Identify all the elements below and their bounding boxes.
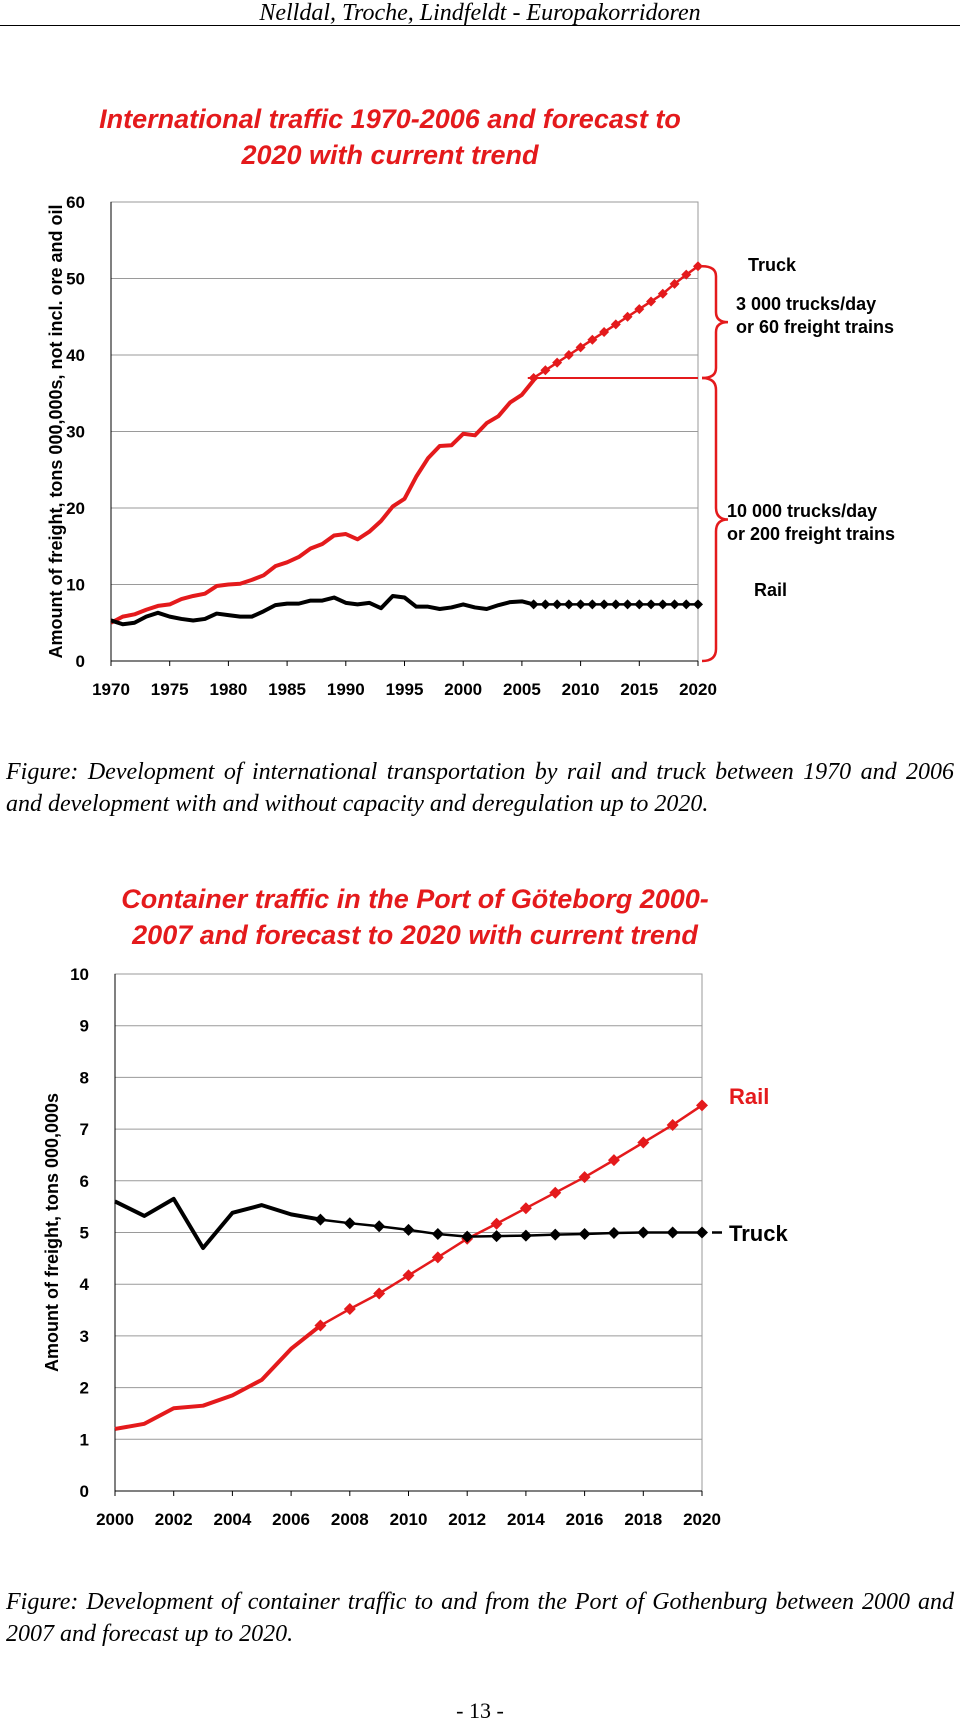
caption-international-traffic: Figure: Development of international transportation by rail and truck between 1970 and 2006 and development with and without capacity and deregulation up to 2020.: [6, 759, 954, 817]
forecast-marker: [646, 599, 656, 609]
chart-svg: [0, 870, 960, 1550]
y-tick-label: 8: [79, 1068, 89, 1088]
x-tick-label: 2012: [448, 1510, 487, 1529]
truck-bracket: [702, 266, 728, 378]
page-number: - 13 -: [456, 1698, 504, 1723]
x-tick-label: 2020: [679, 680, 717, 699]
series-legend-label: Rail: [729, 1084, 770, 1109]
forecast-marker: [637, 1137, 649, 1149]
x-tick-label: 2000: [444, 680, 483, 699]
forecast-marker: [373, 1288, 385, 1300]
chart-title-line: 2007 and forecast to 2020 with current trend: [132, 920, 698, 950]
forecast-marker: [491, 1218, 503, 1230]
forecast-marker: [432, 1251, 444, 1263]
y-axis-label: Amount of freight, tons 000,000s, not incl. ore and oil: [46, 204, 66, 659]
forecast-marker: [552, 599, 562, 609]
rail-annotation-line: 10 000 trucks/day: [727, 501, 878, 521]
series-line-historic: [111, 380, 534, 623]
x-tick-label: 2015: [620, 680, 659, 699]
chart-title-line: 2020 with current trend: [241, 140, 539, 170]
truck-annotation-line: or 60 freight trains: [736, 317, 895, 337]
x-tick-label: 2016: [565, 1510, 604, 1529]
forecast-marker: [373, 1220, 385, 1232]
y-tick-label: 60: [66, 193, 85, 212]
y-tick-label: 0: [79, 1482, 89, 1501]
forecast-marker: [432, 1228, 444, 1240]
forecast-marker: [520, 1230, 532, 1242]
y-tick-label: 2: [79, 1378, 89, 1398]
forecast-marker: [403, 1224, 415, 1236]
forecast-marker: [344, 1303, 356, 1315]
x-tick-label: 2014: [506, 1510, 545, 1529]
series-line-historic: [115, 1326, 320, 1429]
chart-title-line: International traffic 1970-2006 and forecast to: [99, 104, 681, 134]
x-tick-label: 2000: [96, 1510, 134, 1529]
y-tick-label: 7: [79, 1120, 89, 1140]
y-tick-label: 9: [79, 1016, 89, 1036]
y-tick-label: 5: [79, 1223, 89, 1243]
forecast-marker: [637, 1227, 649, 1239]
forecast-marker: [549, 1229, 561, 1241]
forecast-marker: [681, 599, 691, 609]
rail-annotation-line: or 200 freight trains: [727, 524, 896, 544]
forecast-marker: [693, 599, 703, 609]
forecast-marker: [576, 599, 586, 609]
x-tick-label: 2005: [502, 680, 541, 699]
x-tick-label: 1990: [326, 680, 365, 699]
y-tick-label: 20: [66, 499, 85, 518]
y-tick-label: 10: [66, 575, 85, 595]
truck-annotation-line: 3 000 trucks/day: [736, 294, 877, 314]
y-tick-label: 1: [79, 1430, 89, 1450]
series-legend-label: Truck: [729, 1221, 788, 1246]
forecast-marker: [658, 599, 668, 609]
forecast-marker: [599, 599, 609, 609]
forecast-marker: [608, 1154, 620, 1166]
y-tick-label: 4: [79, 1275, 89, 1295]
forecast-marker: [403, 1269, 415, 1281]
forecast-marker: [564, 599, 574, 609]
x-tick-label: 2010: [389, 1510, 428, 1529]
x-tick-label: 2020: [683, 1510, 721, 1529]
forecast-marker: [491, 1230, 503, 1242]
forecast-marker: [634, 599, 644, 609]
forecast-marker: [587, 599, 597, 609]
caption-container-traffic: Figure: Development of container traffic to and from the Port of Gothenburg between 2000 and 2007 and forecast up to 2020.: [6, 1589, 954, 1647]
x-tick-label: 2002: [154, 1510, 193, 1529]
x-tick-label: 1980: [209, 680, 248, 699]
y-tick-label: 10: [70, 965, 89, 984]
forecast-marker: [579, 1228, 591, 1240]
chart-title-line: Container traffic in the Port of Göteborg 2000-: [121, 884, 709, 914]
y-tick-label: 0: [75, 652, 85, 671]
running-header: Nelldal, Troche, Lindfeldt - Europakorridoren: [259, 0, 701, 26]
forecast-marker: [520, 1202, 532, 1214]
x-tick-label: 1995: [385, 680, 424, 699]
x-tick-label: 2006: [272, 1510, 311, 1529]
truck-annotation-label: Truck: [748, 255, 797, 275]
international-traffic-chart: [0, 80, 960, 720]
x-tick-label: 1975: [150, 680, 189, 699]
container-traffic-chart: [0, 870, 960, 1550]
x-tick-label: 2018: [624, 1510, 663, 1529]
y-axis-label: Amount of freight, tons 000,000s: [42, 1092, 62, 1373]
x-tick-label: 1970: [92, 680, 130, 699]
forecast-marker: [314, 1214, 326, 1226]
y-tick-label: 3: [79, 1326, 89, 1346]
series-line-historic: [115, 1199, 320, 1248]
rail-annotation-label: Rail: [754, 580, 788, 600]
forecast-marker: [667, 1227, 679, 1239]
forecast-marker: [529, 599, 539, 609]
y-tick-label: 50: [66, 269, 85, 289]
rail-bracket: [702, 378, 728, 661]
y-tick-label: 6: [79, 1171, 89, 1191]
forecast-marker: [623, 599, 633, 609]
forecast-marker: [549, 1187, 561, 1199]
x-tick-label: 1985: [268, 680, 307, 699]
x-tick-label: 2004: [213, 1510, 252, 1529]
forecast-marker: [608, 1227, 620, 1239]
forecast-marker: [344, 1217, 356, 1229]
header-rule: [0, 25, 960, 26]
forecast-marker: [579, 1171, 591, 1183]
chart-svg: [0, 80, 960, 720]
y-tick-label: 40: [66, 346, 85, 365]
forecast-marker: [696, 1227, 708, 1239]
forecast-marker: [611, 599, 621, 609]
x-tick-label: 2008: [330, 1510, 369, 1529]
y-tick-label: 30: [66, 422, 85, 442]
forecast-marker: [670, 599, 680, 609]
forecast-marker: [540, 599, 550, 609]
x-tick-label: 2010: [561, 680, 600, 699]
